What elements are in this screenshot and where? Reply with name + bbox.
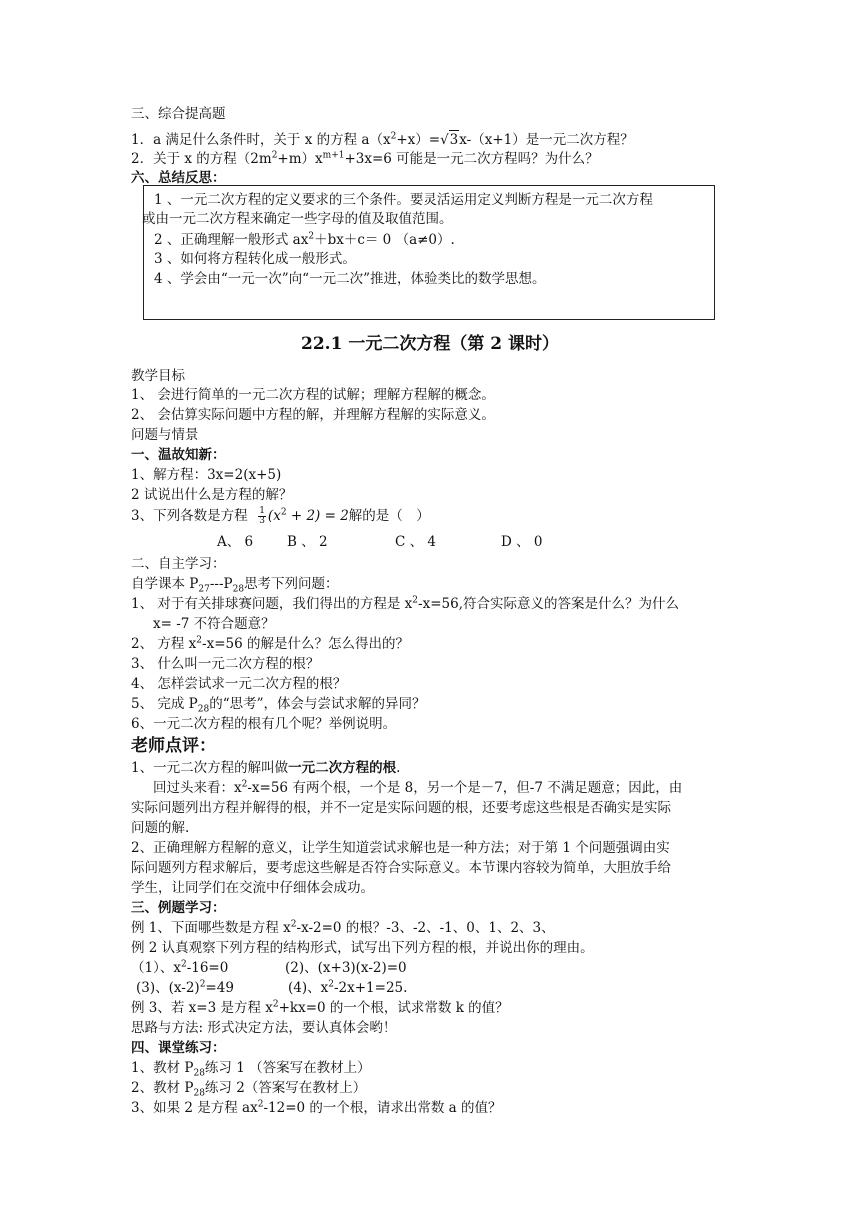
summary-item-2: 2 、正确理解一般形式 $ax^2+bx+c= 0$ （a≠0）.: [154, 231, 455, 248]
lesson-title: 22.1 一元二次方程（第 2 课时）: [301, 334, 559, 354]
practice-3: 3、如果 2 是方程 $ax^2-12=0$ 的一个根，请求出常数 a 的值？: [131, 1099, 502, 1116]
problem-heading: 问题与情景: [131, 427, 199, 443]
review-3: 3、下列各数是方程 $\frac{1}{3}$ $(x^2 + 2) = 2$解的是（ ）: [131, 506, 430, 526]
example-2-eq-3: (3)、$(x-2)^2=49$: [136, 979, 234, 996]
question-1: 1．a 满足什么条件时，关于 x 的方程 $a(x^2+x)=√3x-(x+1)$是一元二次方程？: [131, 131, 634, 148]
self-study-intro: 自学课本 $P_{27}---P_{28}$思考下列问题：: [131, 576, 339, 595]
objectives-heading: 教学目标: [131, 368, 185, 384]
section-6-heading: 六、总结反思：: [131, 170, 226, 186]
question-2: 2．关于 x 的方程$(2m^2+m)x^{m+1}+3x=6$ 可能是一元二次方程吗？为什么？: [131, 150, 599, 167]
comment-2-cont-1: 实际问题列出方程并解得的根，并不一定是实际问题的根，还要考虑这些根是否确实是实际: [131, 800, 671, 816]
summary-item-1-cont: 或由一元二次方程来确定一些字母的值及取值范围。: [142, 211, 453, 227]
choice-b: B 、 2: [287, 534, 328, 550]
example-heading: 三、例题学习：: [131, 900, 226, 916]
summary-item-1: 1 、一元二次方程的定义要求的三个条件。要灵活运用定义判断方程是一元二次方程: [154, 192, 653, 208]
teacher-comment-heading: 老师点评：: [131, 736, 216, 756]
comment-3-cont-1: 际问题列方程求解后，要考虑这些解是否符合实际意义。本节课内容较为简单，大胆放手给: [131, 860, 671, 876]
choice-a: A、 6: [217, 534, 254, 550]
example-2-eq-4: (4)、$x^2-2x+1=25$.: [288, 979, 408, 996]
comment-1: 1、一元二次方程的解叫做一元二次方程的根.: [131, 760, 401, 776]
method-note: 思路与方法: 形式决定方法，要认真体会哟！: [131, 1020, 397, 1036]
self-study-2: 2、 方程 $x^2-x=56$ 的解是什么？怎么得出的？: [131, 635, 409, 652]
example-3: 例 3、若 x=3 是方程 $x^2+kx=0$ 的一个根，试求常数 k 的值？: [131, 999, 509, 1016]
practice-2: 2、教材 $P_{28}$练习 2（答案写在教材上）: [131, 1080, 367, 1099]
comment-3: 2、正确理解方程解的意义，让学生知道尝试求解也是一种方法；对于第 1 个问题强调由实: [131, 840, 670, 856]
self-study-4: 4、 怎样尝试求一元二次方程的根？: [131, 676, 347, 692]
choice-c: C 、 4: [395, 534, 437, 550]
section-3-heading: 三、综合提高题: [131, 106, 226, 122]
summary-item-4: 4 、学会由“一元一次”向“一元二次”推进，体验类比的数学思想。: [154, 271, 546, 287]
example-1: 例 1、下面哪些数是方程 $x^2-x-2=0$ 的根？-3、-2、-1、0、1、2、3、: [131, 919, 555, 936]
review-1: 1、解方程：3x=2(x+5): [131, 467, 282, 483]
self-study-1-cont: x= -7 不符合题意？: [153, 616, 275, 632]
self-study-6: 6、一元二次方程的根有几个呢？举例说明。: [131, 716, 397, 732]
summary-item-3: 3 、如何将方程转化成一般形式。: [154, 251, 356, 267]
example-2: 例 2 认真观察下列方程的结构形式，试写出下列方程的根，并说出你的理由。: [131, 940, 594, 956]
objective-1: 1、 会进行简单的一元二次方程的试解；理解方程解的概念。: [131, 387, 495, 403]
review-2: 2 试说出什么是方程的解？: [131, 487, 293, 503]
objective-2: 2、 会估算实际问题中方程的解，并理解方程解的实际意义。: [131, 407, 495, 423]
review-heading: 一、温故知新：: [131, 447, 226, 463]
choice-d: D 、 0: [501, 534, 543, 550]
summary-box: [143, 185, 715, 320]
comment-3-cont-2: 学生，让同学们在交流中仔细体会成功。: [131, 880, 374, 896]
example-2-eq-2: (2)、(x+3)(x-2)=0: [285, 960, 407, 976]
self-study-1: 1、 对于有关排球赛问题，我们得出的方程是 $x^2-x=56$,符合实际意义的答案是什么？为什么: [131, 595, 679, 612]
self-study-heading: 二、自主学习：: [131, 556, 226, 572]
self-study-5: 5、 完成 $P_{28}$的“思考”，体会与尝试求解的异同？: [131, 696, 426, 715]
practice-heading: 四、课堂练习：: [131, 1040, 226, 1056]
fraction: $\frac{1}{3}$: [259, 506, 265, 526]
self-study-3: 3、 什么叫一元二次方程的根？: [131, 656, 320, 672]
example-2-eq-1: （1）、$x^2-16=0$: [131, 959, 229, 976]
practice-1: 1、教材 $P_{28}$练习 1 （答案写在教材上）: [131, 1060, 371, 1079]
comment-2-cont-2: 问题的解.: [131, 820, 190, 836]
comment-2: 回过头来看：$x^2-x=56$ 有两个根，一个是 8，另一个是－7，但-7 不满足题意；因此，由: [153, 779, 683, 796]
